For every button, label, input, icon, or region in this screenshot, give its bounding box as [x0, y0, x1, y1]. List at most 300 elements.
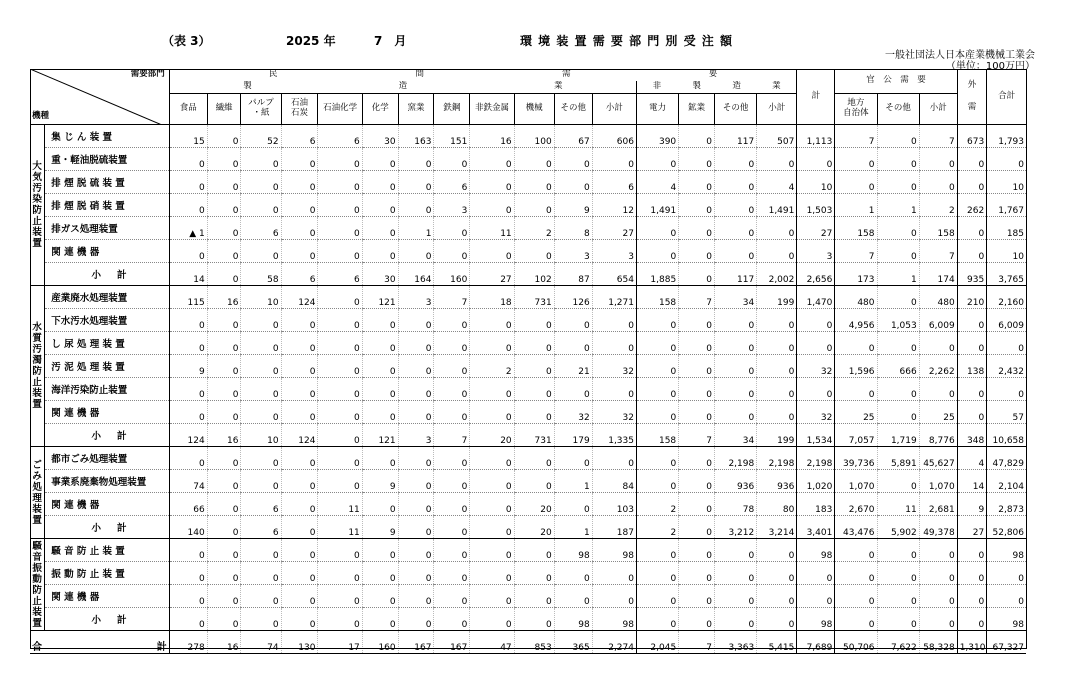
- table-row: [30, 585, 1026, 608]
- cell-value: 4,956: [835, 309, 877, 332]
- cell-value: 0: [318, 424, 362, 447]
- cell-value: 0: [169, 148, 207, 171]
- cell-value: 0: [757, 217, 797, 240]
- cell-value: 0: [554, 585, 592, 608]
- cell-value: 0: [362, 332, 398, 355]
- cell-value: 0: [514, 355, 554, 378]
- cell-value: 6: [434, 171, 470, 194]
- cell-value: 11: [318, 493, 362, 516]
- cell-value: 731: [514, 286, 554, 309]
- cell-value: 0: [169, 332, 207, 355]
- cell-value: 6: [318, 263, 362, 286]
- cell-value: 0: [434, 516, 470, 539]
- cell-value: 67: [554, 125, 592, 148]
- header-kei: 計: [797, 69, 835, 125]
- cell-value: 0: [715, 309, 757, 332]
- cell-value: 14: [957, 470, 987, 493]
- cell-value: 32: [554, 401, 592, 424]
- cell-value: 0: [398, 332, 434, 355]
- cell-value: 21: [554, 355, 592, 378]
- cell-value: 0: [957, 309, 987, 332]
- cell-value: 0: [835, 539, 877, 562]
- cell-value: 0: [207, 171, 241, 194]
- table-row: [30, 217, 1026, 240]
- row-label: 集 じ ん 装 置: [45, 125, 169, 148]
- row-label: し 尿 処 理 装 置: [45, 332, 169, 355]
- cell-value: 32: [592, 355, 636, 378]
- cell-value: 9: [957, 493, 987, 516]
- cell-value: 2,670: [835, 493, 877, 516]
- cell-value: 0: [207, 401, 241, 424]
- cell-value: 1,335: [592, 424, 636, 447]
- cell-value: 1,020: [797, 470, 835, 493]
- cell-value: 32: [797, 355, 835, 378]
- cell-value: 124: [281, 424, 318, 447]
- cell-value: 0: [757, 309, 797, 332]
- cell-value: 117: [715, 125, 757, 148]
- cell-value: 0: [470, 332, 514, 355]
- row-label: 小 計: [45, 516, 169, 539]
- row-label: 排 煙 脱 硫 装 置: [45, 171, 169, 194]
- cell-value: 0: [207, 332, 241, 355]
- cell-value: 115: [169, 286, 207, 309]
- cell-value: 0: [514, 194, 554, 217]
- column-header: 小計: [757, 94, 797, 125]
- cell-value: 0: [470, 539, 514, 562]
- cell-value: 7: [919, 240, 957, 263]
- cell-value: 6: [592, 171, 636, 194]
- cell-value: 0: [679, 608, 715, 631]
- cell-value: 0: [318, 332, 362, 355]
- cell-value: 2,002: [757, 263, 797, 286]
- column-header: 電力: [636, 94, 678, 125]
- cell-value: 0: [957, 240, 987, 263]
- cell-value: 7: [434, 424, 470, 447]
- cell-value: 0: [554, 309, 592, 332]
- cell-value: 8,776: [919, 424, 957, 447]
- cell-value: 0: [592, 378, 636, 401]
- cell-value: 1,719: [877, 424, 919, 447]
- cell-value: 9: [362, 470, 398, 493]
- cell-value: 507: [757, 125, 797, 148]
- overseas-header: 外 需: [957, 69, 987, 125]
- cell-value: 1,793: [987, 125, 1026, 148]
- corner-top-label: 需要部門: [130, 69, 165, 79]
- cell-value: 3: [592, 240, 636, 263]
- cell-value: 0: [398, 516, 434, 539]
- cell-value: 0: [398, 470, 434, 493]
- cell-value: 0: [679, 470, 715, 493]
- cell-value: 0: [679, 355, 715, 378]
- table-row: [30, 493, 1026, 516]
- cell-value: 0: [679, 585, 715, 608]
- cell-value: 0: [241, 309, 281, 332]
- cell-value: 0: [434, 562, 470, 585]
- cell-value: 27: [470, 263, 514, 286]
- cell-value: 0: [715, 562, 757, 585]
- cell-value: 0: [470, 148, 514, 171]
- cell-value: 0: [715, 217, 757, 240]
- cell-value: 7: [835, 240, 877, 263]
- cell-value: 2,681: [919, 493, 957, 516]
- column-header: 鉄鋼: [434, 94, 470, 125]
- cell-value: 0: [434, 240, 470, 263]
- cell-value: 0: [514, 240, 554, 263]
- cell-value: 0: [957, 148, 987, 171]
- cell-value: 98: [592, 539, 636, 562]
- cell-value: 0: [398, 539, 434, 562]
- cell-value: 6: [318, 125, 362, 148]
- cell-value: 0: [514, 148, 554, 171]
- cell-value: 2,104: [987, 470, 1026, 493]
- cell-value: 0: [957, 562, 987, 585]
- group-label: 大 気 汚 染 防 止 装 置: [30, 125, 45, 286]
- cell-value: 0: [636, 309, 678, 332]
- cell-value: 158: [636, 424, 678, 447]
- cell-value: 0: [679, 148, 715, 171]
- cell-value: 18: [470, 286, 514, 309]
- cell-value: 7: [919, 125, 957, 148]
- cell-value: 0: [514, 378, 554, 401]
- cell-value: 0: [957, 539, 987, 562]
- column-header: 窯業: [398, 94, 434, 125]
- cell-value: 0: [362, 217, 398, 240]
- cell-value: 0: [679, 493, 715, 516]
- cell-value: 34: [715, 286, 757, 309]
- cell-value: 15: [169, 125, 207, 148]
- cell-value: 0: [318, 286, 362, 309]
- cell-value: 0: [470, 194, 514, 217]
- cell-value: 673: [957, 125, 987, 148]
- cell-value: 0: [679, 125, 715, 148]
- cell-value: 2,274: [592, 631, 636, 654]
- cell-value: 2,198: [797, 447, 835, 470]
- row-label: 関 連 機 器: [45, 240, 169, 263]
- public-demand-header: 官 公 需 要: [835, 69, 957, 94]
- cell-value: 0: [636, 378, 678, 401]
- cell-value: 0: [281, 148, 318, 171]
- cell-value: 9: [169, 355, 207, 378]
- cell-value: 0: [877, 125, 919, 148]
- cell-value: 1,885: [636, 263, 678, 286]
- cell-value: 0: [241, 171, 281, 194]
- cell-value: 0: [169, 378, 207, 401]
- cell-value: 179: [554, 424, 592, 447]
- cell-value: 0: [207, 493, 241, 516]
- cell-value: 2,262: [919, 355, 957, 378]
- cell-value: 138: [957, 355, 987, 378]
- cell-value: 57: [987, 401, 1026, 424]
- cell-value: 0: [207, 539, 241, 562]
- cell-value: 666: [877, 355, 919, 378]
- cell-value: 0: [592, 447, 636, 470]
- cell-value: 0: [679, 217, 715, 240]
- cell-value: 0: [281, 240, 318, 263]
- cell-value: 0: [957, 585, 987, 608]
- cell-value: 0: [592, 148, 636, 171]
- cell-value: 0: [318, 194, 362, 217]
- cell-value: 16: [207, 631, 241, 654]
- row-label: 下水汚水処理装置: [45, 309, 169, 332]
- row-label: 関 連 機 器: [45, 401, 169, 424]
- cell-value: 187: [592, 516, 636, 539]
- cell-value: 0: [434, 355, 470, 378]
- cell-value: 0: [434, 401, 470, 424]
- cell-value: 0: [169, 171, 207, 194]
- cell-value: 0: [554, 447, 592, 470]
- cell-value: 0: [987, 585, 1026, 608]
- cell-value: 0: [715, 608, 757, 631]
- cell-value: 0: [514, 608, 554, 631]
- cell-value: 0: [281, 470, 318, 493]
- cell-value: 98: [554, 539, 592, 562]
- table-row: [30, 447, 1026, 470]
- cell-value: 47: [470, 631, 514, 654]
- cell-value: 45,627: [919, 447, 957, 470]
- cell-value: 0: [318, 355, 362, 378]
- cell-value: 6,009: [919, 309, 957, 332]
- cell-value: 0: [679, 263, 715, 286]
- cell-value: 0: [281, 585, 318, 608]
- group-label: ご み 処 理 装 置: [30, 447, 45, 539]
- cell-value: 199: [757, 424, 797, 447]
- cell-value: 0: [207, 263, 241, 286]
- cell-value: 390: [636, 125, 678, 148]
- non-manufacturing-header: 非 製 造 業: [636, 81, 796, 94]
- cell-value: 98: [797, 608, 835, 631]
- cell-value: 0: [398, 585, 434, 608]
- cell-value: 0: [554, 332, 592, 355]
- cell-value: 67,327: [987, 631, 1026, 654]
- cell-value: 1,470: [797, 286, 835, 309]
- cell-value: 1: [554, 470, 592, 493]
- table-row: [30, 355, 1026, 378]
- row-label: 産業廃水処理装置: [45, 286, 169, 309]
- cell-value: 262: [957, 194, 987, 217]
- table-row: [30, 171, 1026, 194]
- cell-value: 0: [241, 562, 281, 585]
- table-row: [30, 194, 1026, 217]
- group-label: 騒 音 振 動 防 止 装 置: [30, 539, 45, 631]
- cell-value: 0: [169, 585, 207, 608]
- cell-value: 0: [679, 539, 715, 562]
- cell-value: 0: [715, 401, 757, 424]
- cell-value: 0: [398, 194, 434, 217]
- cell-value: 0: [362, 562, 398, 585]
- group-label: 水 質 汚 濁 防 止 装 置: [30, 286, 45, 447]
- cell-value: 0: [919, 562, 957, 585]
- cell-value: 0: [987, 378, 1026, 401]
- cell-value: 98: [987, 608, 1026, 631]
- cell-value: 0: [554, 378, 592, 401]
- cell-value: 0: [318, 217, 362, 240]
- cell-value: 7: [434, 286, 470, 309]
- table-row: [30, 125, 1026, 148]
- cell-value: 0: [434, 217, 470, 240]
- cell-value: 936: [715, 470, 757, 493]
- column-header: 化学: [362, 94, 398, 125]
- row-label: 海洋汚染防止装置: [45, 378, 169, 401]
- cell-value: 0: [797, 148, 835, 171]
- cell-value: 0: [318, 171, 362, 194]
- cell-value: 480: [919, 286, 957, 309]
- column-header: パルプ ・紙: [241, 94, 281, 125]
- year: 2025 年: [286, 34, 336, 48]
- cell-value: 0: [207, 125, 241, 148]
- cell-value: 0: [207, 608, 241, 631]
- cell-value: 0: [877, 562, 919, 585]
- cell-value: 10: [797, 171, 835, 194]
- cell-value: 6,009: [987, 309, 1026, 332]
- cell-value: 1: [835, 194, 877, 217]
- manufacturing-header: 製 造 業: [169, 81, 636, 94]
- cell-value: 365: [554, 631, 592, 654]
- cell-value: 0: [362, 355, 398, 378]
- cell-value: 0: [757, 332, 797, 355]
- cell-value: 2,432: [987, 355, 1026, 378]
- cell-value: 0: [592, 309, 636, 332]
- cell-value: 0: [318, 539, 362, 562]
- column-header: 鉱業: [679, 94, 715, 125]
- cell-value: 278: [169, 631, 207, 654]
- cell-value: 3,765: [987, 263, 1026, 286]
- cell-value: 0: [281, 608, 318, 631]
- cell-value: 0: [877, 332, 919, 355]
- cell-value: 160: [434, 263, 470, 286]
- cell-value: 0: [592, 585, 636, 608]
- table-row: [30, 378, 1026, 401]
- row-label: 小 計: [45, 263, 169, 286]
- corner-bottom-label: 機種: [32, 111, 50, 122]
- column-header: 地方 自治体: [835, 94, 877, 125]
- column-header: その他: [554, 94, 592, 125]
- cell-value: 25: [919, 401, 957, 424]
- cell-value: 43,476: [835, 516, 877, 539]
- cell-value: 0: [169, 447, 207, 470]
- cell-value: 0: [919, 539, 957, 562]
- row-label: 振 動 防 止 装 置: [45, 562, 169, 585]
- cell-value: 2: [514, 217, 554, 240]
- cell-value: 1,491: [636, 194, 678, 217]
- orders-table: [30, 69, 1026, 654]
- cell-value: 16: [207, 286, 241, 309]
- cell-value: 0: [470, 608, 514, 631]
- cell-value: 158: [636, 286, 678, 309]
- cell-value: 0: [636, 608, 678, 631]
- column-header: 小計: [919, 94, 957, 125]
- cell-value: 1: [554, 516, 592, 539]
- cell-value: 0: [514, 332, 554, 355]
- cell-value: 102: [514, 263, 554, 286]
- cell-value: 9: [362, 516, 398, 539]
- cell-value: 935: [957, 263, 987, 286]
- cell-value: 3,401: [797, 516, 835, 539]
- cell-value: 0: [919, 378, 957, 401]
- cell-value: 0: [362, 608, 398, 631]
- cell-value: 2,198: [757, 447, 797, 470]
- cell-value: 0: [679, 562, 715, 585]
- cell-value: 0: [877, 286, 919, 309]
- cell-value: 0: [470, 470, 514, 493]
- column-header: 機械: [514, 94, 554, 125]
- cell-value: 1: [877, 263, 919, 286]
- cell-value: 0: [318, 378, 362, 401]
- cell-value: 0: [362, 447, 398, 470]
- cell-value: 0: [207, 240, 241, 263]
- cell-value: 0: [757, 608, 797, 631]
- cell-value: 0: [919, 148, 957, 171]
- cell-value: 39,736: [835, 447, 877, 470]
- cell-value: 0: [207, 470, 241, 493]
- cell-value: 34: [715, 424, 757, 447]
- table-row: [30, 539, 1026, 562]
- cell-value: 0: [919, 171, 957, 194]
- cell-value: 348: [957, 424, 987, 447]
- cell-value: 7: [835, 125, 877, 148]
- cell-value: 1,310: [957, 631, 987, 654]
- cell-value: 100: [514, 125, 554, 148]
- cell-value: 167: [398, 631, 434, 654]
- cell-value: ▲ 1: [169, 217, 207, 240]
- cell-value: 7: [679, 424, 715, 447]
- cell-value: 0: [434, 447, 470, 470]
- cell-value: 0: [636, 470, 678, 493]
- cell-value: 0: [957, 332, 987, 355]
- cell-value: 16: [470, 125, 514, 148]
- cell-value: 0: [362, 493, 398, 516]
- cell-value: 2: [919, 194, 957, 217]
- cell-value: 7,689: [797, 631, 835, 654]
- cell-value: 0: [987, 148, 1026, 171]
- cell-value: 0: [636, 447, 678, 470]
- cell-value: 0: [514, 539, 554, 562]
- cell-value: 0: [797, 378, 835, 401]
- subtotal-row: [30, 608, 1026, 631]
- cell-value: 0: [554, 493, 592, 516]
- cell-value: 0: [318, 608, 362, 631]
- cell-value: 173: [835, 263, 877, 286]
- column-header: その他: [877, 94, 919, 125]
- table-row: [30, 286, 1026, 309]
- cell-value: 98: [554, 608, 592, 631]
- cell-value: 78: [715, 493, 757, 516]
- cell-value: 0: [470, 309, 514, 332]
- cell-value: 0: [398, 240, 434, 263]
- cell-value: 0: [797, 332, 835, 355]
- cell-value: 0: [715, 148, 757, 171]
- cell-value: 0: [434, 608, 470, 631]
- cell-value: 20: [514, 493, 554, 516]
- cell-value: 130: [281, 631, 318, 654]
- cell-value: 0: [757, 148, 797, 171]
- cell-value: 17: [318, 631, 362, 654]
- cell-value: 0: [470, 562, 514, 585]
- column-header: 石油 石炭: [281, 94, 318, 125]
- cell-value: 30: [362, 125, 398, 148]
- row-label: 汚 泥 処 理 装 置: [45, 355, 169, 378]
- cell-value: 117: [715, 263, 757, 286]
- cell-value: 936: [757, 470, 797, 493]
- cell-value: 1,503: [797, 194, 835, 217]
- cell-value: 0: [281, 378, 318, 401]
- cell-value: 0: [434, 309, 470, 332]
- cell-value: 12: [592, 194, 636, 217]
- cell-value: 27: [592, 217, 636, 240]
- cell-value: 0: [715, 539, 757, 562]
- cell-value: 0: [554, 148, 592, 171]
- cell-value: 0: [318, 562, 362, 585]
- cell-value: 0: [715, 240, 757, 263]
